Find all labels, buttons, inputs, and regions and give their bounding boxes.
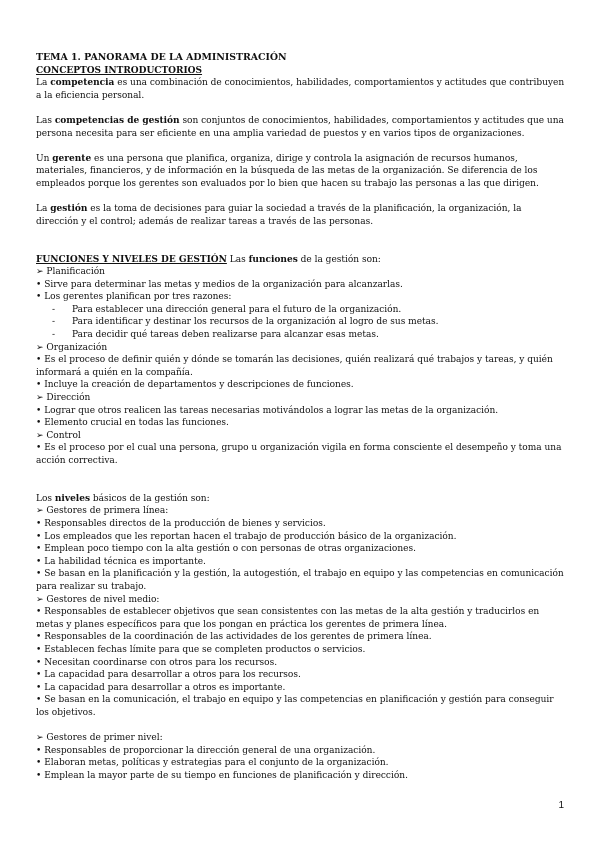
paragraph-competencias-gestion: Las competencias de gestión son conjuntos de conocimientos, habilidades, comportamientos y actitudes que una persona necesita para ser eficiente en una amplia variedad de puestos y en varios tipos de organizaciones. xyxy=(36,115,564,139)
sub-list-item: - Para establecer una dirección general para el futuro de la organización. xyxy=(52,304,402,315)
subheading-direccion: ➢ Dirección xyxy=(36,393,91,404)
list-item: • Los empleados que les reportan hacen el trabajo de producción básico de la organización. xyxy=(36,531,457,542)
list-item: • La capacidad para desarrollar a otros es importante. xyxy=(36,682,286,693)
subheading-organizacion: ➢ Organización xyxy=(36,342,108,353)
list-item: • Establecen fechas límite para que se completen productos o servicios. xyxy=(36,644,366,655)
section-heading-conceptos: CONCEPTOS INTRODUCTORIOS xyxy=(36,65,203,76)
list-item: • Responsables de proporcionar la dirección general de una organización. xyxy=(36,745,376,756)
list-item: • Responsables directos de la producción de bienes y servicios. xyxy=(36,518,326,529)
arrow-icon: ➢ xyxy=(36,342,44,353)
arrow-icon: ➢ xyxy=(36,267,44,278)
list-item: • Responsables de establecer objetivos que sean consistentes con las metas de la alta gestión y traducirlos en metas y planes específicos para que los pongan en práctica los gerentes de primera línea. xyxy=(36,607,540,630)
arrow-icon: ➢ xyxy=(36,506,44,517)
list-item: • Necesitan coordinarse con otros para los recursos. xyxy=(36,657,278,668)
list-item: • Los gerentes planifican por tres razones: xyxy=(36,292,232,303)
page-number: 1 xyxy=(558,800,564,811)
arrow-icon: ➢ xyxy=(36,393,44,404)
list-item: • Se basan en la planificación y la gestión, la autogestión, el trabajo en equipo y las competencias en comunicación para realizar su trabajo. xyxy=(36,569,564,592)
subheading-primera-linea: ➢ Gestores de primera línea: xyxy=(36,506,169,517)
list-item: • Es el proceso por el cual una persona, grupo u organización vigila en forma consciente el desempeño y toma una acción correctiva. xyxy=(36,443,562,466)
list-item: • Sirve para determinar las metas y medios de la organización para alcanzarlas. xyxy=(36,279,403,290)
list-item: • Elaboran metas, políticas y estrategias para el conjunto de la organización. xyxy=(36,758,389,769)
arrow-icon: ➢ xyxy=(36,594,44,605)
paragraph-gerente: Un gerente es una persona que planifica, organiza, dirige y controla la asignación de recursos humanos, materiales, financieros, y de información en la búsqueda de las metas de la organización. Se diferencia de los empleados porque los gerentes son evaluados por lo bien que hacen su trabajo las personas a las que dirigen. xyxy=(36,153,539,189)
section-heading-funciones: FUNCIONES Y NIVELES DE GESTIÓN Las funciones de la gestión son: xyxy=(36,254,381,265)
list-item: • La capacidad para desarrollar a otros para los recursos. xyxy=(36,670,301,681)
document-title: TEMA 1. PANORAMA DE LA ADMINISTRACIÓN xyxy=(36,52,287,63)
paragraph-niveles: Los niveles básicos de la gestión son: xyxy=(36,493,210,504)
list-item: • Se basan en la comunicación, el trabajo en equipo y las competencias en planificación y gestión para conseguir los objetivos. xyxy=(36,695,554,718)
list-item: • Emplean la mayor parte de su tiempo en funciones de planificación y dirección. xyxy=(36,770,408,781)
list-item: • Incluye la creación de departamentos y descripciones de funciones. xyxy=(36,380,354,391)
sub-list-item: - Para identificar y destinar los recursos de la organización al logro de sus metas. xyxy=(52,317,439,328)
arrow-icon: ➢ xyxy=(36,430,44,441)
subheading-nivel-medio: ➢ Gestores de nivel medio: xyxy=(36,594,160,605)
paragraph-gestion: La gestión es la toma de decisiones para guiar la sociedad a través de la planificación, la organización, la dirección y el control; además de realizar tareas a través de las personas. xyxy=(36,204,522,227)
list-item: • Es el proceso de definir quién y dónde se tomarán las decisiones, quién realizará qué trabajos y tareas, y quién informará a quién en la compañía. xyxy=(36,355,553,378)
list-item: • Emplean poco tiempo con la alta gestión o con personas de otras organizaciones. xyxy=(36,544,416,555)
list-item: • Responsables de la coordinación de las actividades de los gerentes de primera línea. xyxy=(36,632,432,643)
arrow-icon: ➢ xyxy=(36,733,44,744)
subheading-planificacion: ➢ Planificación xyxy=(36,267,105,278)
subheading-primer-nivel: ➢ Gestores de primer nivel: xyxy=(36,733,163,744)
subheading-control: ➢ Control xyxy=(36,430,81,441)
list-item: • Elemento crucial en todas las funciones. xyxy=(36,418,229,429)
list-item: • La habilidad técnica es importante. xyxy=(36,556,206,567)
document-page xyxy=(36,52,566,782)
list-item: • Lograr que otros realicen las tareas necesarias motivándolos a lograr las metas de la organización. xyxy=(36,405,499,416)
paragraph-competencia: La competencia es una combinación de conocimientos, habilidades, comportamientos y actitudes que contribuyen a la eficiencia personal. xyxy=(36,78,565,101)
sub-list-item: - Para decidir qué tareas deben realizarse para alcanzar esas metas. xyxy=(52,330,379,341)
